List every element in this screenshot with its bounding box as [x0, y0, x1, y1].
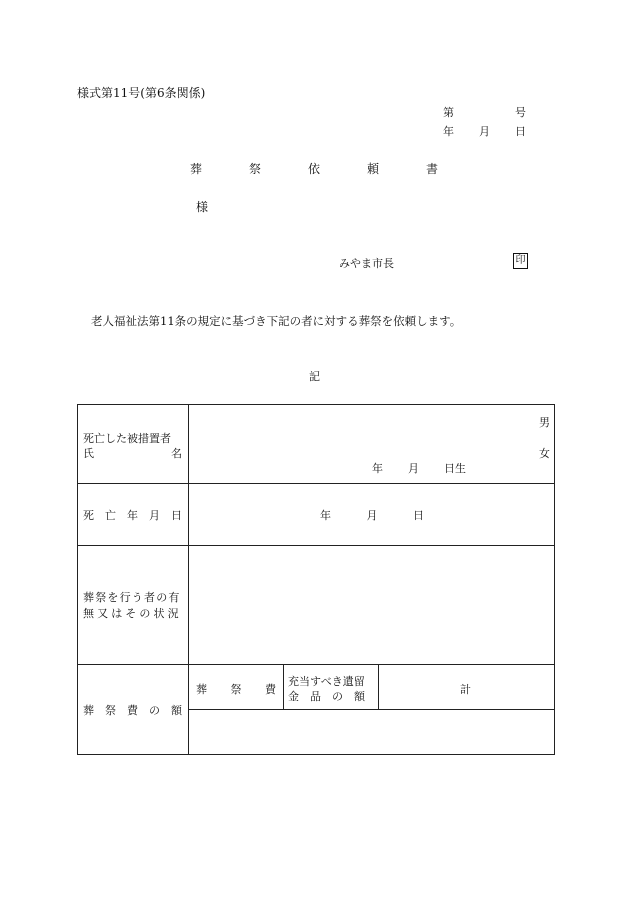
label-char: 額 [171, 704, 182, 717]
label-char: の [149, 704, 160, 717]
details-table [77, 404, 555, 755]
label-char: 月 [149, 509, 160, 522]
label-char: 死 [83, 509, 94, 522]
birth-month-char: 月 [408, 462, 419, 475]
label-char: 年 [127, 509, 138, 522]
title-char: 祭 [248, 162, 261, 176]
document-number-line [443, 104, 526, 120]
year-char: 年 [320, 509, 331, 522]
estate-allocation-header-line2 [288, 688, 365, 704]
document-title [190, 160, 438, 177]
label-column-divider [188, 405, 189, 754]
month-char: 月 [366, 509, 378, 522]
funeral-performer-label-line2: 無又はその状況 [83, 607, 182, 620]
number-prefix: 第 [443, 106, 454, 119]
header-char: 祭 [230, 683, 242, 696]
name-char: 名 [171, 447, 182, 460]
seal-mark: 印 [513, 253, 528, 269]
addressee-honorific: 様 [196, 200, 209, 214]
label-char: 葬 [83, 704, 94, 717]
ki-label: 記 [309, 370, 320, 383]
funeral-cost-amount-label [83, 702, 182, 718]
day-char: 日 [413, 509, 424, 522]
header-char: 費 [265, 683, 276, 696]
total-header: 計 [460, 683, 471, 696]
issue-date-line [443, 123, 526, 139]
death-date-line [320, 507, 424, 523]
row-divider [78, 545, 554, 546]
estate-allocation-header-line1: 充当すべき遺留 [288, 675, 365, 688]
label-char: 費 [127, 704, 138, 717]
row-divider [78, 664, 554, 665]
label-char: 亡 [105, 509, 116, 522]
number-suffix: 号 [515, 106, 526, 119]
header-char: 品 [310, 690, 321, 703]
title-char: 葬 [190, 162, 203, 176]
header-char: 額 [354, 690, 365, 703]
death-date-label [83, 507, 182, 523]
sex-female-option: 女 [539, 447, 550, 460]
year-char: 年 [443, 125, 454, 138]
title-char: 頼 [366, 162, 379, 176]
body-text: 老人福祉法第11条の規定に基づき下記の者に対する葬祭を依頼します。 [91, 314, 462, 328]
row-divider [189, 709, 554, 710]
deceased-label-line1: 死亡した被措置者 [83, 432, 171, 445]
name-char: 氏 [83, 447, 94, 460]
header-char: の [332, 690, 343, 703]
funeral-performer-label-line1: 葬祭を行う者の有 [83, 591, 181, 604]
form-number-label: 様式第11号(第6条関係) [77, 86, 206, 100]
issuer-name: みやま市長 [339, 257, 394, 270]
label-char: 日 [171, 509, 182, 522]
header-char: 葬 [196, 683, 207, 696]
day-char: 日 [515, 125, 526, 138]
month-char: 月 [479, 125, 490, 138]
label-char: 祭 [105, 704, 116, 717]
birth-year-char: 年 [372, 462, 383, 475]
title-char: 依 [307, 162, 320, 176]
birth-day-char: 日生 [444, 462, 466, 475]
cost-column-divider [283, 664, 284, 710]
funeral-cost-header [196, 681, 276, 697]
header-char: 金 [288, 690, 299, 703]
row-divider [78, 483, 554, 484]
birth-date-line [372, 460, 466, 476]
cost-column-divider [378, 664, 379, 710]
deceased-name-label [83, 445, 182, 461]
title-char: 書 [425, 162, 438, 176]
sex-male-option: 男 [539, 416, 550, 429]
